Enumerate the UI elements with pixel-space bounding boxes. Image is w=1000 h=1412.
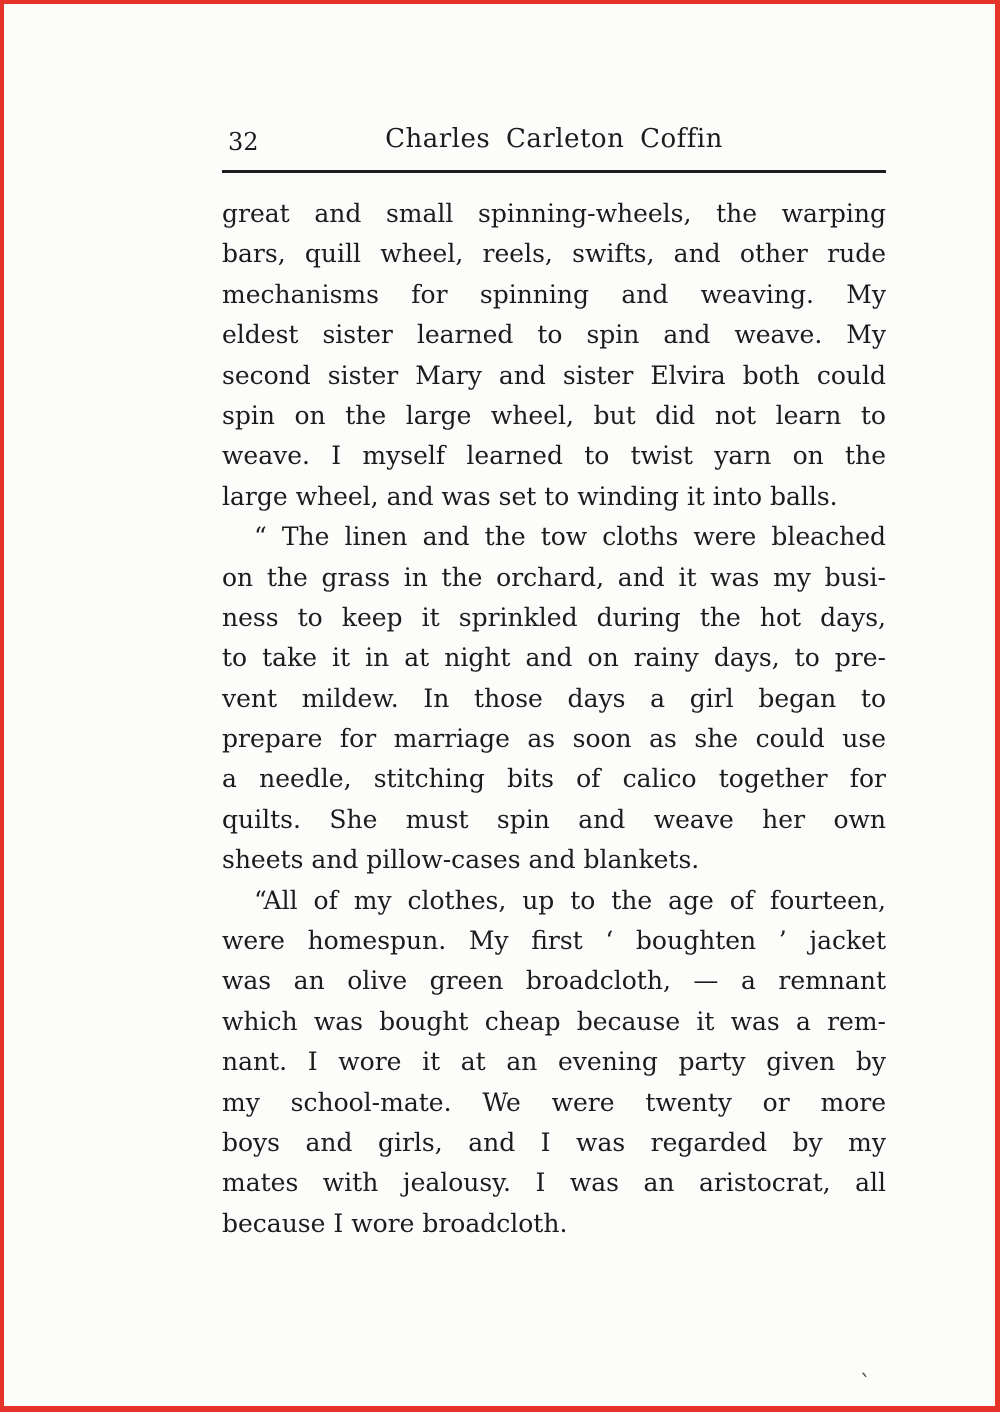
text-line: prepare for marriage as soon as she could use bbox=[222, 724, 886, 754]
text-line: my school-mate. We were twenty or more bbox=[222, 1087, 886, 1117]
text-line: quilts. She must spin and weave her own bbox=[222, 804, 886, 834]
text-line: was an olive green broadcloth, — a remnant bbox=[222, 966, 886, 996]
text-line: because I wore broadcloth. bbox=[222, 1208, 568, 1238]
running-header-title: Charles Carleton Coffin bbox=[385, 124, 723, 154]
text-line: boys and girls, and I was regarded by my bbox=[222, 1127, 886, 1157]
text-line: spin on the large wheel, but did not learn to bbox=[222, 400, 886, 430]
text-line: were homespun. My first ‘ boughten ’ jacket bbox=[222, 926, 886, 956]
text-line: great and small spinning-wheels, the warping bbox=[222, 199, 886, 228]
text-line: mechanisms for spinning and weaving. My bbox=[222, 279, 886, 309]
text-line: nant. I wore it at an evening party given by bbox=[222, 1047, 886, 1077]
text-line: bars, quill wheel, reels, swifts, and other rude bbox=[222, 239, 886, 269]
page-text-block bbox=[222, 118, 886, 1244]
text-line: which was bought cheap because it was a rem- bbox=[222, 1006, 886, 1036]
header-rule bbox=[222, 170, 886, 173]
body-text bbox=[222, 194, 886, 1244]
text-line: ness to keep it sprinkled during the hot days, bbox=[222, 602, 886, 632]
text-line: vent mildew. In those days a girl began to bbox=[222, 683, 886, 713]
text-line: on the grass in the orchard, and it was my busi- bbox=[222, 562, 886, 592]
page-number: 32 bbox=[228, 128, 259, 156]
text-line: mates with jealousy. I was an aristocrat, all bbox=[222, 1168, 886, 1198]
page-header bbox=[222, 118, 886, 162]
text-line: a needle, stitching bits of calico together for bbox=[222, 764, 886, 794]
text-line: “All of my clothes, up to the age of fourteen, bbox=[254, 885, 886, 915]
text-line: large wheel, and was set to winding it into balls. bbox=[222, 481, 838, 511]
text-line: “ The linen and the tow cloths were bleached bbox=[254, 522, 886, 552]
scan-stray-mark: ` bbox=[860, 1372, 871, 1397]
text-line: weave. I myself learned to twist yarn on the bbox=[222, 441, 886, 471]
text-line: second sister Mary and sister Elvira both could bbox=[222, 360, 886, 390]
text-line: sheets and pillow-cases and blankets. bbox=[222, 845, 700, 875]
text-line: to take it in at night and on rainy days, to pre- bbox=[222, 643, 886, 673]
text-line: eldest sister learned to spin and weave. My bbox=[222, 320, 886, 350]
